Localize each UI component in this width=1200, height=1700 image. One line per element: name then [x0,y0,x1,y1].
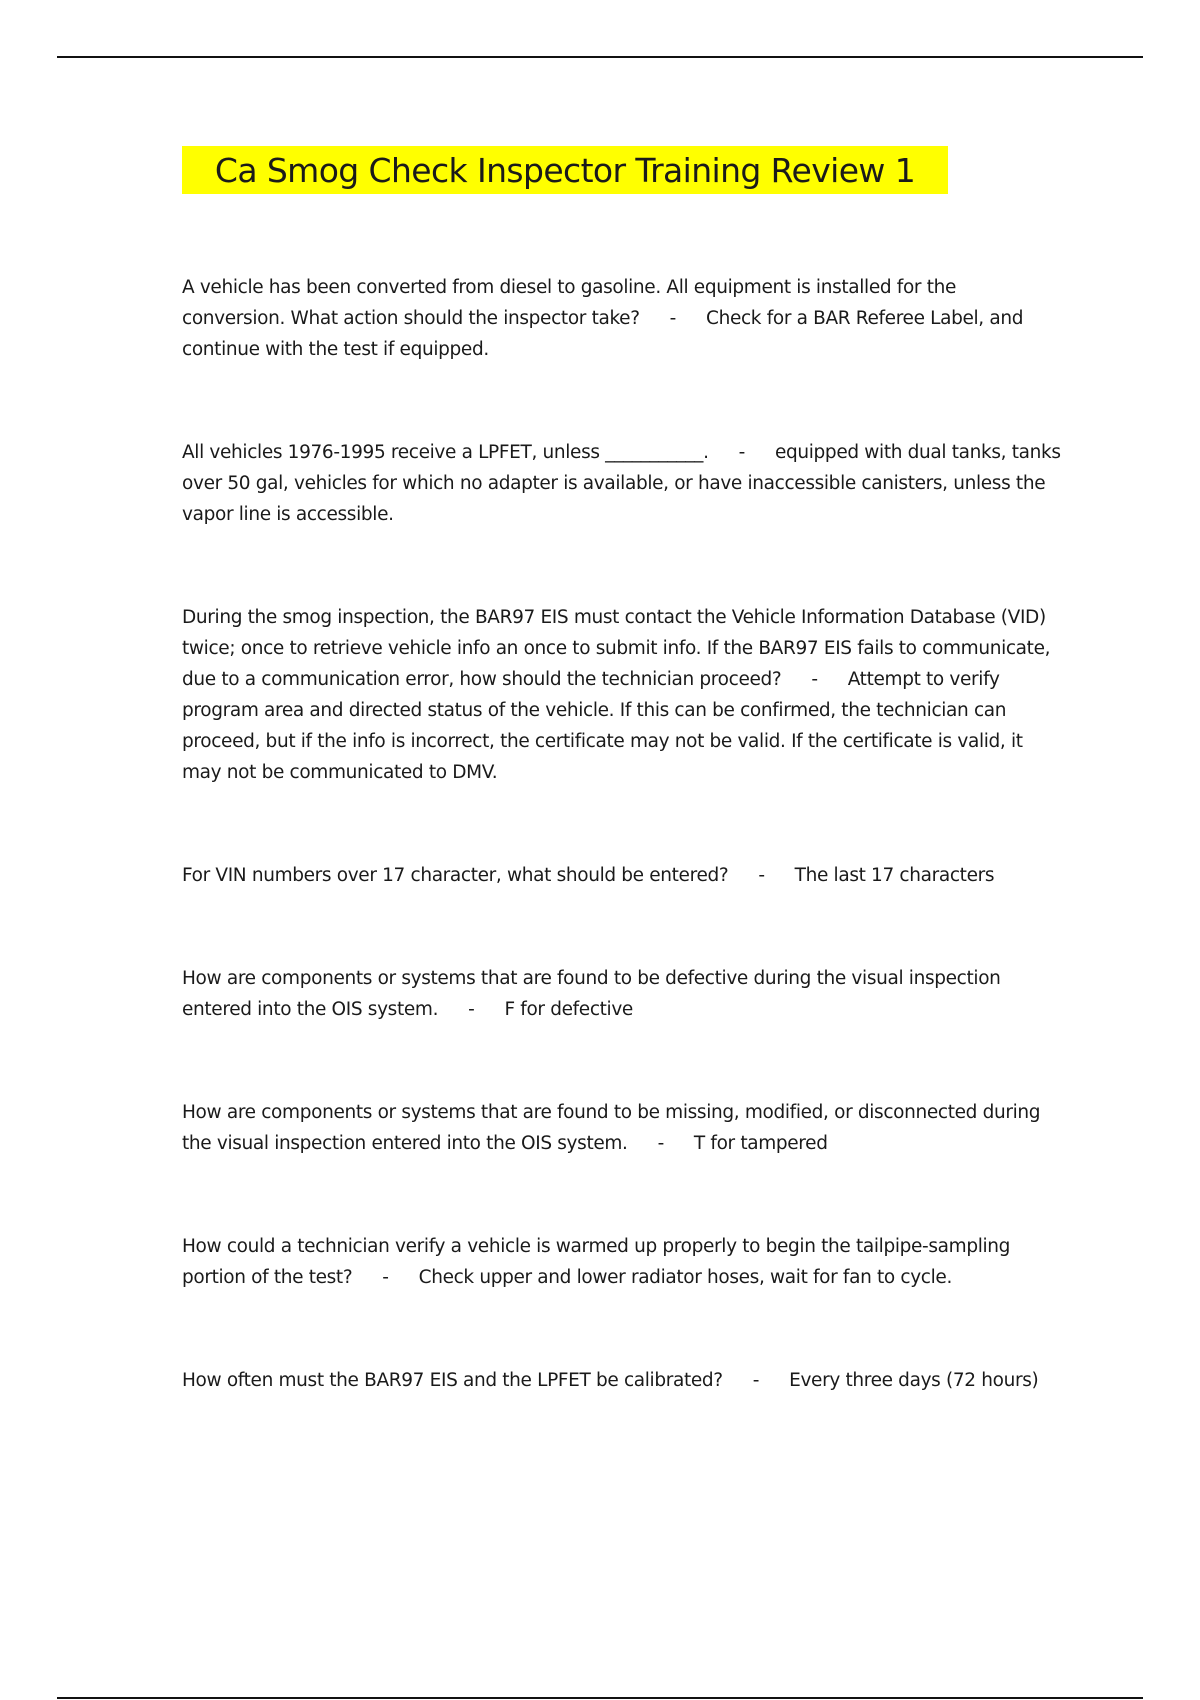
qa-separator: - [382,1267,389,1288]
qa-separator: - [657,1133,664,1154]
top-divider [57,56,1143,58]
question-text: How are components or systems that are found to be defective during the visual inspection entered into the OIS system. [182,968,1001,1020]
answer-text: Check for a BAR Referee Label, and continue with the test if equipped. [182,308,1024,360]
question-text: A vehicle has been converted from diesel to gasoline. All equipment is installed for the conversion. What action should the inspector take? [182,277,957,329]
question-text: During the smog inspection, the BAR97 EIS must contact the Vehicle Information Database (VID) twice; once to retrieve vehicle info an once to submit info. If the BAR97 EIS fails to communicate, due to a communication error, how should the technician proceed? [182,607,1051,690]
document-title: Ca Smog Check Inspector Training Review 1 [214,150,916,190]
qa-item [182,860,1062,891]
answer-text: T for tampered [693,1133,828,1154]
qa-separator: - [811,669,818,690]
answer-text: F for defective [504,999,633,1020]
question-text: How are components or systems that are found to be missing, modified, or disconnected during the visual inspection entered into the OIS system. [182,1102,1041,1154]
question-text: For VIN numbers over 17 character, what should be entered? [182,865,729,886]
answer-text: Check upper and lower radiator hoses, wait for fan to cycle. [418,1267,952,1288]
qa-item [182,602,1062,788]
qa-item [182,1231,1062,1293]
question-text: How often must the BAR97 EIS and the LPFET be calibrated? [182,1370,723,1391]
qa-item [182,437,1062,530]
qa-item [182,272,1062,365]
qa-separator: - [738,442,745,463]
question-text: How could a technician verify a vehicle is warmed up properly to begin the tailpipe-sampling portion of the test? [182,1236,1011,1288]
answer-text: equipped with dual tanks, tanks over 50 gal, vehicles for which no adapter is available, or have inaccessible canisters, unless the vapor line is accessible. [182,442,1061,525]
qa-separator: - [752,1370,760,1391]
qa-item [182,963,1062,1025]
qa-item [182,1365,1062,1396]
answer-text: The last 17 characters [794,865,995,886]
answer-text: Attempt to verify program area and directed status of the vehicle. If this can be confirmed, the technician can proceed, but if the info is incorrect, the certificate may not be valid. If the certificate is valid, it may not be communicated to DMV. [182,669,1023,783]
answer-text: Every three days (72 hours) [789,1370,1039,1391]
qa-separator: - [758,865,765,886]
qa-list [182,272,1062,1396]
bottom-divider [57,1697,1143,1699]
qa-separator: - [468,999,475,1020]
qa-separator: - [669,308,676,329]
qa-item [182,1097,1062,1159]
title-highlight [182,146,948,194]
question-text: All vehicles 1976-1995 receive a LPFET, unless ___________. [182,442,709,463]
